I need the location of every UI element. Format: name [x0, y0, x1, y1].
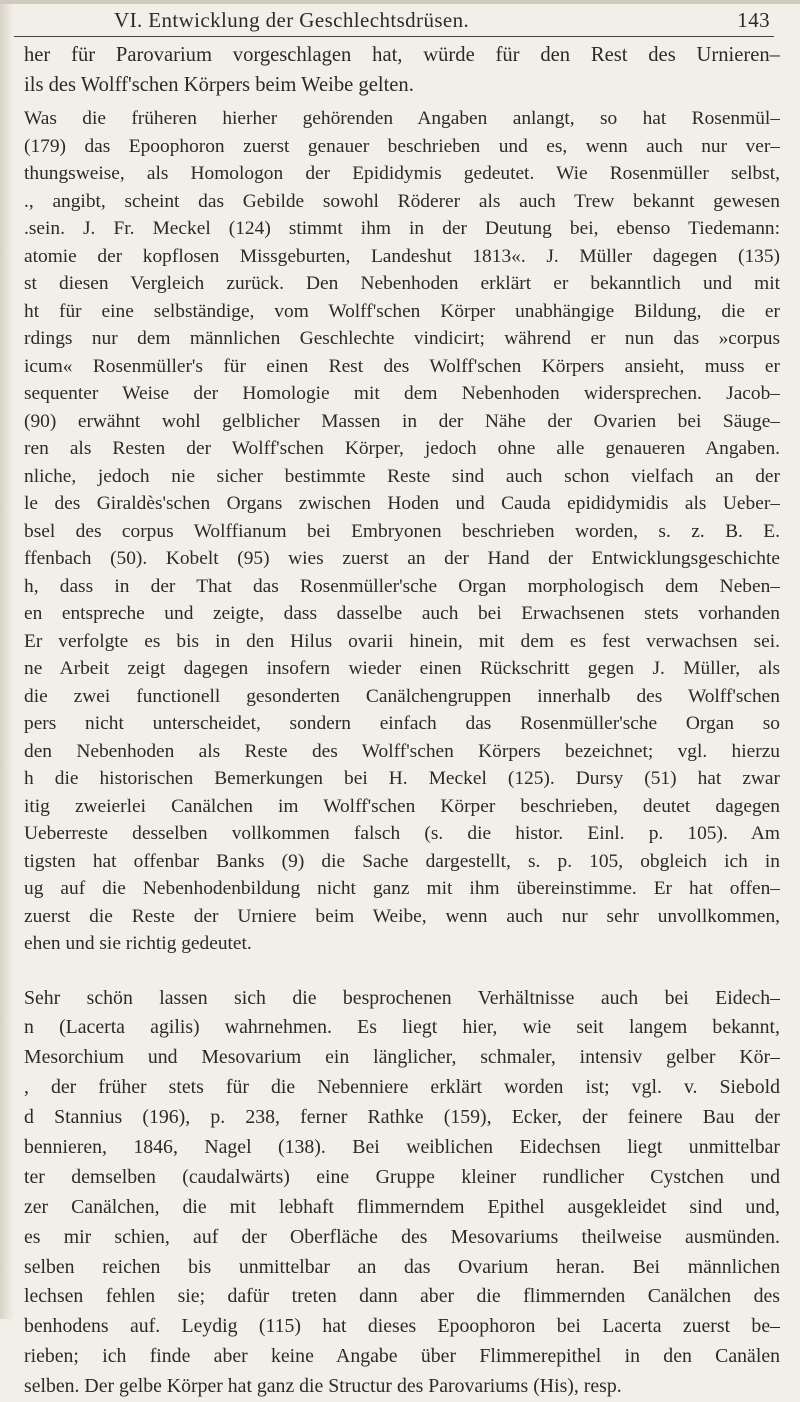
page-number: 143 — [737, 8, 770, 32]
text-line: selben reichen bis unmittelbar an das Ovarium heran. Bei männlichen — [24, 1255, 780, 1278]
text-line: bsel des corpus Wolffianum bei Embryonen beschrieben worden, s. z. B. E. — [24, 520, 780, 542]
paragraph-1 — [24, 40, 780, 100]
text-line: zer Canälchen, die mit lebhaft flimmerndem Epithel ausgekleidet sind und, — [24, 1195, 780, 1218]
text-line: atomie der kopflosen Missgeburten, Landeshut 1813«. J. Müller dagegen (135) — [24, 245, 780, 267]
text-line: selben. Der gelbe Körper hat ganz die Structur des Parovariums (His), resp. — [24, 1375, 622, 1398]
chapter-title: VI. Entwicklung der Geschlechtsdrüsen. — [114, 8, 470, 32]
text-line: rdings nur dem männlichen Geschlechte vindicirt; während er nun das »corpus — [24, 328, 780, 349]
text-line: sequenter Weise der Homologie mit dem Nebenhoden widersprechen. Jacob– — [24, 383, 780, 404]
text-line: ren als Resten der Wolff'schen Körper, jedoch ohne alle genaueren Angaben. — [24, 438, 780, 459]
running-header — [80, 4, 770, 36]
text-line: .sein. J. Fr. Meckel (124) stimmt ihm in der Deutung bei, ebenso Tiedemann: — [24, 218, 780, 239]
scan-margin-shadow — [0, 0, 14, 1319]
text-line: en entspreche und zeigte, dass dasselbe auch bei Erwachsenen stets vorhanden — [24, 603, 780, 624]
text-line: ehen und sie richtig gedeutet. — [24, 933, 252, 954]
text-line: die zwei functionell gesonderten Canälchengruppen innerhalb des Wolff'schen — [24, 685, 780, 707]
text-line: ne Arbeit zeigt dagegen insofern wieder einen Rückschritt gegen J. Müller, als — [24, 658, 780, 679]
text-line: rieben; ich finde aber keine Angabe über Flimmerepithel in den Canälen — [24, 1345, 780, 1368]
body-text — [24, 40, 780, 1402]
text-line: bennieren, 1846, Nagel (138). Bei weiblichen Eidechsen liegt unmittelbar — [24, 1135, 780, 1158]
text-line: , der früher stets für die Nebenniere erklärt worden ist; vgl. v. Siebold — [24, 1076, 780, 1099]
text-line: zuerst die Reste der Urniere beim Weibe, wenn auch nur sehr unvollkommen, — [24, 905, 780, 927]
text-line: ter demselben (caudalwärts) eine Gruppe kleiner rundlicher Cystchen und — [24, 1165, 780, 1188]
text-line: ht für eine selbständige, vom Wolff'schen Körper unabhängige Bildung, die er — [24, 300, 780, 322]
text-line: es mir schien, auf der Oberfläche des Mesovariums theilweise ausmünden. — [24, 1225, 780, 1248]
text-line: d Stannius (196), p. 238, ferner Rathke (159), Ecker, der feinere Bau der — [24, 1106, 780, 1129]
text-line: lechsen fehlen sie; dafür treten dann aber die flimmernden Canälchen des — [24, 1285, 780, 1308]
text-line: Ueberreste desselben vollkommen falsch (s. die histor. Einl. p. 105). Am — [24, 823, 780, 844]
text-line: Sehr schön lassen sich die besprochenen Verhältnisse auch bei Eidech– — [24, 986, 780, 1009]
text-line: h, dass in der That das Rosenmüller'sche Organ morphologisch dem Neben– — [24, 575, 780, 597]
text-line: itig zweierlei Canälchen im Wolff'schen Körper beschrieben, deutet dagegen — [24, 795, 780, 817]
text-line: icum« Rosenmüller's für einen Rest des Wolff'schen Körpers ansieht, muss er — [24, 355, 780, 377]
text-line: tigsten hat offenbar Banks (9) die Sache dargestellt, s. p. 105, obgleich ich in — [24, 850, 780, 872]
text-line: Er verfolgte es bis in den Hilus ovarii hinein, mit dem es fest verwachsen sei. — [24, 630, 780, 652]
text-line: ., angibt, scheint das Gebilde sowohl Röderer als auch Trew bekannt gewesen — [24, 190, 780, 212]
text-line: ffenbach (50). Kobelt (95) wies zuerst an der Hand der Entwicklungsgeschichte — [24, 548, 780, 569]
paragraph-2 — [24, 105, 780, 958]
text-line: n (Lacerta agilis) wahrnehmen. Es liegt hier, wie seit langem bekannt, — [24, 1016, 780, 1039]
text-line: nliche, jedoch nie sicher bestimmte Reste sind auch schon vielfach an der — [24, 465, 780, 487]
text-line: Mesorchium und Mesovarium ein länglicher, schmaler, intensiv gelber Kör– — [24, 1046, 780, 1069]
text-line: le des Giraldès'schen Organs zwischen Hoden und Cauda epididymidis als Ueber– — [24, 493, 780, 514]
text-line: h die historischen Bemerkungen bei H. Meckel (125). Dursy (51) hat zwar — [24, 768, 780, 789]
text-line: st diesen Vergleich zurück. Den Nebenhoden erklärt er bekanntlich und mit — [24, 273, 780, 294]
header-rule — [14, 36, 774, 37]
text-line: benhodens auf. Leydig (115) hat dieses Epoophoron bei Lacerta zuerst be– — [24, 1315, 780, 1338]
text-line: ils des Wolff'schen Körpers beim Weibe gelten. — [24, 74, 414, 96]
text-line: den Nebenhoden als Reste des Wolff'schen Körpers bezeichnet; vgl. hierzu — [24, 740, 780, 762]
text-line: ug auf die Nebenhodenbildung nicht ganz mit ihm übereinstimme. Er hat offen– — [24, 878, 780, 899]
text-line: her für Parovarium vorgeschlagen hat, würde für den Rest des Urnieren– — [24, 44, 780, 66]
paragraph-3 — [24, 984, 780, 1402]
text-line: (90) erwähnt wohl gelblicher Massen in der Nähe der Ovarien bei Säuge– — [24, 410, 780, 432]
text-line: Was die früheren hierher gehörenden Angaben anlangt, so hat Rosenmül– — [24, 108, 780, 129]
text-line: (179) das Epoophoron zuerst genauer beschrieben und es, wenn auch nur ver– — [24, 135, 780, 157]
text-line: pers nicht unterscheidet, sondern einfach das Rosenmüller'sche Organ so — [24, 713, 780, 734]
text-line: thungsweise, als Homologon der Epididymis gedeutet. Wie Rosenmüller selbst, — [24, 163, 780, 184]
